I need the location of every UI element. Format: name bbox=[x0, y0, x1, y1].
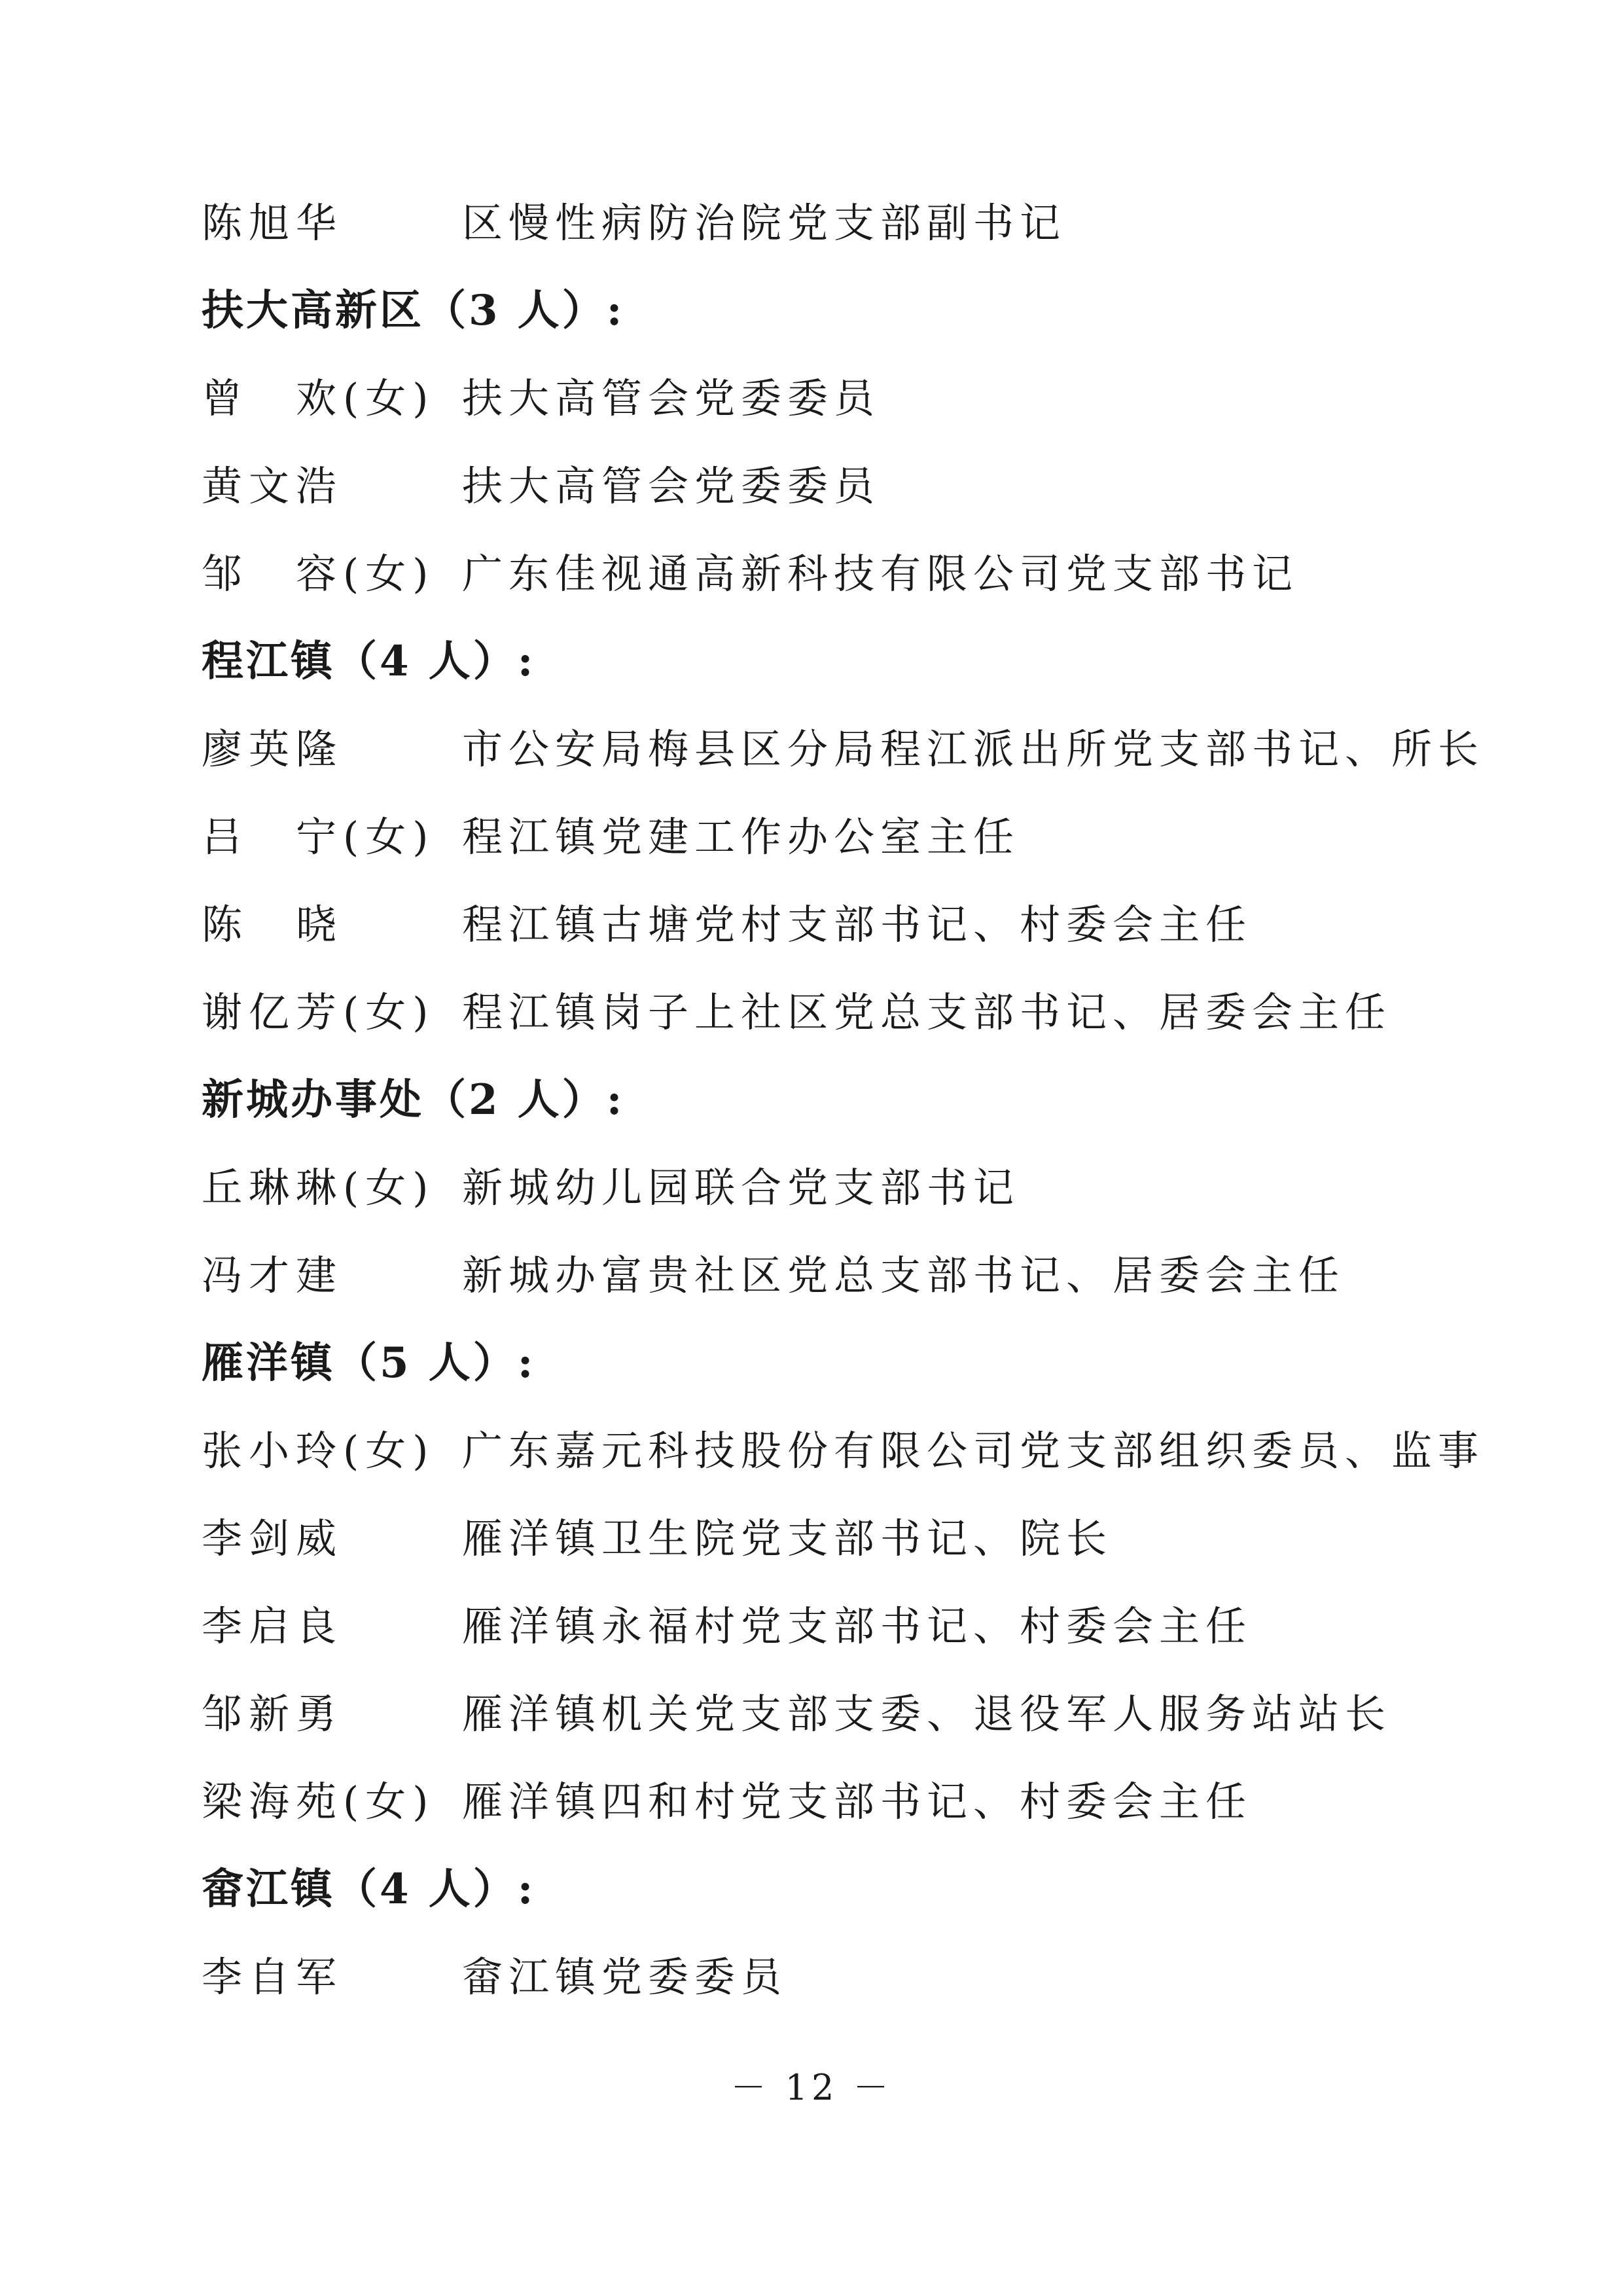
person-name: 丘琳琳(女) bbox=[202, 1164, 435, 1211]
person-role: 雁洋镇四和村党支部书记、村委会主任 bbox=[462, 1778, 1253, 1825]
person-name: 廖英隆 bbox=[202, 725, 344, 773]
person-name: 黄文浩 bbox=[202, 462, 344, 510]
person-role: 雁洋镇卫生院党支部书记、院长 bbox=[462, 1515, 1113, 1562]
person-name: 李启良 bbox=[202, 1602, 344, 1650]
person-role: 程江镇古塘党村支部书记、村委会主任 bbox=[462, 901, 1253, 948]
person-role: 程江镇党建工作办公室主任 bbox=[462, 813, 1020, 861]
person-name: 冯才建 bbox=[202, 1251, 344, 1299]
person-name: 陈旭华 bbox=[202, 199, 344, 247]
section-heading-xincheng: 新城办事处（2 人）: bbox=[202, 1075, 625, 1124]
person-role: 畲江镇党委委员 bbox=[462, 1953, 788, 2001]
person-role: 新城办富贵社区党总支部书记、居委会主任 bbox=[462, 1251, 1346, 1299]
person-name: 吕 宁(女) bbox=[202, 813, 435, 861]
person-name: 李自军 bbox=[202, 1953, 344, 2001]
person-role: 雁洋镇机关党支部支委、退役军人服务站站长 bbox=[462, 1690, 1392, 1738]
person-role: 新城幼儿园联合党支部书记 bbox=[462, 1164, 1020, 1211]
person-name: 谢亿芳(女) bbox=[202, 988, 435, 1036]
person-role: 扶大高管会党委委员 bbox=[462, 462, 881, 510]
person-name: 曾 欢(女) bbox=[202, 374, 435, 422]
person-name: 陈 晓 bbox=[202, 901, 344, 948]
person-role: 广东嘉元科技股份有限公司党支部组织委员、监事 bbox=[462, 1427, 1485, 1475]
person-name: 邹 容(女) bbox=[202, 550, 435, 598]
person-role: 区慢性病防治院党支部副书记 bbox=[462, 199, 1067, 247]
page-number: － 12 － bbox=[730, 2067, 893, 2108]
section-heading-fuda: 扶大高新区（3 人）: bbox=[202, 286, 625, 335]
person-role: 市公安局梅县区分局程江派出所党支部书记、所长 bbox=[462, 725, 1485, 773]
person-name: 张小玲(女) bbox=[202, 1427, 435, 1475]
person-name: 梁海苑(女) bbox=[202, 1778, 435, 1825]
section-heading-yanyang: 雁洋镇（5 人）: bbox=[202, 1338, 536, 1388]
section-heading-chengjiang: 程江镇（4 人）: bbox=[202, 637, 536, 686]
person-name: 邹新勇 bbox=[202, 1690, 344, 1738]
section-heading-shejiang: 畲江镇（4 人）: bbox=[202, 1865, 536, 1914]
person-role: 扶大高管会党委委员 bbox=[462, 374, 881, 422]
person-name: 李剑威 bbox=[202, 1515, 344, 1562]
person-role: 雁洋镇永福村党支部书记、村委会主任 bbox=[462, 1602, 1253, 1650]
person-role: 程江镇岗子上社区党总支部书记、居委会主任 bbox=[462, 988, 1392, 1036]
person-role: 广东佳视通高新科技有限公司党支部书记 bbox=[462, 550, 1299, 598]
